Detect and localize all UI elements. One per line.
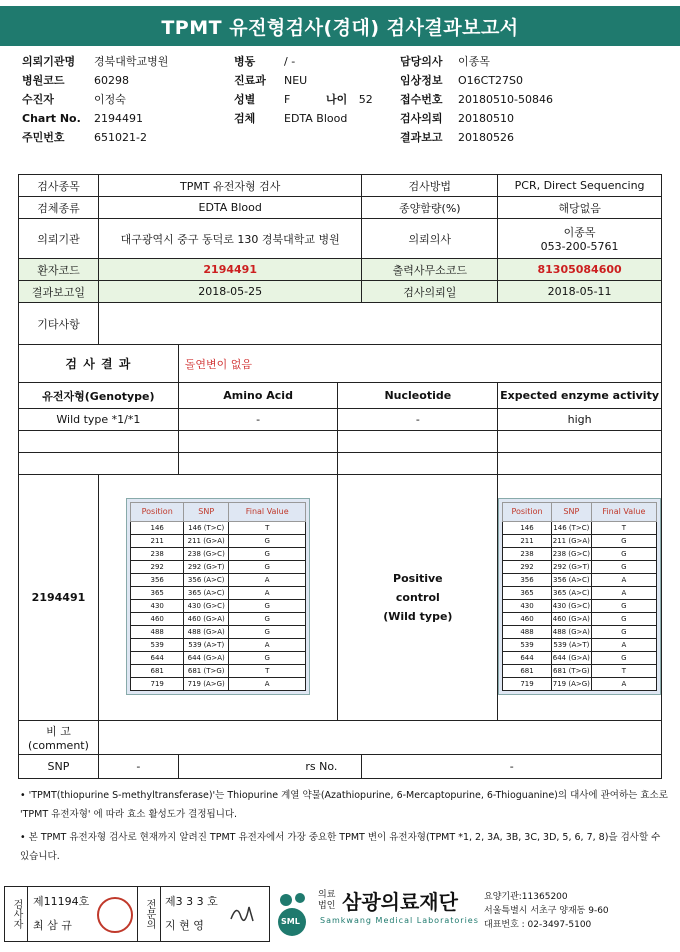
header-field-value: F bbox=[284, 93, 291, 106]
snp-row bbox=[131, 521, 306, 534]
doctor-value bbox=[498, 219, 662, 259]
bullet-icon: • bbox=[20, 832, 29, 843]
header-field bbox=[400, 109, 553, 128]
snp-row bbox=[131, 677, 306, 690]
genotype-value: Wild type *1/*1 bbox=[19, 409, 179, 431]
institution-value: 대구광역시 중구 동덕로 130 경북대학교 병원 bbox=[98, 219, 361, 259]
snp-cell-snp: 430 (G>C) bbox=[184, 599, 229, 612]
other-label: 기타사항 bbox=[19, 303, 99, 345]
control-line2: control bbox=[395, 591, 440, 604]
header-field-value: 2194491 bbox=[94, 112, 143, 125]
snp-row bbox=[503, 521, 657, 534]
snp-cell-val: A bbox=[591, 573, 656, 586]
snp-cell-snp: 460 (G>A) bbox=[184, 612, 229, 625]
age-value: 52 bbox=[358, 93, 373, 106]
header-field-value: 이정숙 bbox=[94, 93, 126, 106]
header-field-value: / - bbox=[284, 55, 296, 68]
snp-cell-pos: 356 bbox=[131, 573, 184, 586]
result-label: 검 사 결 과 bbox=[19, 345, 179, 383]
snp-cell-pos: 719 bbox=[503, 677, 552, 690]
office-code-label: 출력사무소코드 bbox=[362, 259, 498, 281]
snp-cell-val: T bbox=[229, 521, 306, 534]
snp-cell-snp: 539 (A>T) bbox=[551, 638, 591, 651]
snp-row bbox=[503, 547, 657, 560]
snp-cell-snp: 356 (A>C) bbox=[551, 573, 591, 586]
empty-cell bbox=[19, 453, 179, 475]
snp-cell-snp: 365 (A>C) bbox=[551, 586, 591, 599]
sml-logo-text: SML bbox=[281, 917, 300, 926]
specialist-label: 전문의 bbox=[137, 887, 161, 941]
snp-cell-pos: 681 bbox=[131, 664, 184, 677]
header-field bbox=[22, 109, 168, 128]
rs-dash: - bbox=[362, 755, 662, 779]
snp-cell-val: G bbox=[591, 599, 656, 612]
header-field-label: Chart No. bbox=[22, 112, 81, 125]
header-field-label: 결과보고 bbox=[400, 131, 443, 144]
snp-cell-pos: 430 bbox=[131, 599, 184, 612]
result-value: 돌연변이 없음 bbox=[178, 345, 661, 383]
snp-row bbox=[503, 586, 657, 599]
snp-cell-pos: 488 bbox=[503, 625, 552, 638]
snp-cell-snp: 238 (G>C) bbox=[551, 547, 591, 560]
snp-row bbox=[503, 677, 657, 690]
snp-cell-pos: 488 bbox=[131, 625, 184, 638]
request-date-value: 2018-05-11 bbox=[498, 281, 662, 303]
snp-cell-pos: 644 bbox=[503, 651, 552, 664]
remark-label-line1: 비 고 bbox=[46, 725, 71, 738]
age-block bbox=[326, 90, 373, 109]
snp-row bbox=[131, 560, 306, 573]
snp-cell-snp: 460 (G>A) bbox=[551, 612, 591, 625]
snp-row bbox=[131, 573, 306, 586]
header-field-value: 651021-2 bbox=[94, 131, 147, 144]
header-field bbox=[400, 71, 553, 90]
header-field-label: 병원코드 bbox=[22, 74, 65, 87]
snp-cell-snp: 644 (G>A) bbox=[184, 651, 229, 664]
header-field-value: NEU bbox=[284, 74, 308, 87]
snp-cell-snp: 292 (G>T) bbox=[551, 560, 591, 573]
snp-header-final: Final Value bbox=[591, 502, 656, 521]
snp-row bbox=[503, 664, 657, 677]
snp-cell-pos: 719 bbox=[131, 677, 184, 690]
snp-cell-snp: 211 (G>A) bbox=[551, 534, 591, 547]
snp-cell-snp: 146 (T>C) bbox=[184, 521, 229, 534]
control-snp-table bbox=[502, 502, 657, 691]
empty-cell bbox=[19, 431, 179, 453]
snp-cell-pos: 460 bbox=[503, 612, 552, 625]
method-label: 검사방법 bbox=[362, 175, 498, 197]
snp-cell-pos: 146 bbox=[503, 521, 552, 534]
header-field-value: 20180510 bbox=[458, 112, 514, 125]
snp-cell-val: A bbox=[229, 677, 306, 690]
remark-value bbox=[98, 721, 661, 755]
snp-cell-val: G bbox=[591, 625, 656, 638]
snp-header-position: Position bbox=[503, 502, 552, 521]
report-date-value: 2018-05-25 bbox=[98, 281, 361, 303]
doctor-label: 의뢰의사 bbox=[362, 219, 498, 259]
col-amino: Amino Acid bbox=[178, 383, 338, 409]
specialist-no: 제3 3 3 호 bbox=[165, 895, 218, 908]
snp-cell-pos: 211 bbox=[503, 534, 552, 547]
signature-icon bbox=[227, 901, 257, 927]
snp-cell-val: G bbox=[229, 625, 306, 638]
snp-cell-val: T bbox=[591, 664, 656, 677]
snp-row bbox=[503, 573, 657, 586]
examiner-name: 최 삼 규 bbox=[33, 919, 72, 932]
header-field bbox=[400, 128, 553, 147]
snp-cell-pos: 365 bbox=[503, 586, 552, 599]
doctor-phone: 053-200-5761 bbox=[540, 240, 619, 253]
specimen-value: EDTA Blood bbox=[98, 197, 361, 219]
col-genotype: 유전자형(Genotype) bbox=[19, 383, 179, 409]
snp-cell-val: G bbox=[229, 560, 306, 573]
office-code-value: 81305084600 bbox=[498, 259, 662, 281]
header-field bbox=[22, 52, 168, 71]
snp-cell-pos: 681 bbox=[503, 664, 552, 677]
patient-code-label: 환자코드 bbox=[19, 259, 99, 281]
header-field-value: 이종목 bbox=[458, 55, 490, 68]
doctor-name: 이종목 bbox=[563, 226, 596, 239]
footnote-2-text: 본 TPMT 유전자형 검사로 현재까지 알려진 TPMT 유전자에서 가장 중요한 TPMT 변이 유전자형(TPMT *1, 2, 3A, 3B, 3C, 3D, 5, 6, 7, 8)을 검사할 수 있습니다. bbox=[20, 832, 661, 862]
snp-cell-snp: 488 (G>A) bbox=[184, 625, 229, 638]
snp-dash: - bbox=[98, 755, 178, 779]
snp-cell-pos: 146 bbox=[131, 521, 184, 534]
snp-cell-val: G bbox=[229, 547, 306, 560]
org-address: 서울특별시 서초구 양재동 9-60 bbox=[484, 906, 609, 916]
request-date-label: 검사의뢰일 bbox=[362, 281, 498, 303]
snp-cell-pos: 292 bbox=[503, 560, 552, 573]
snp-cell-val: G bbox=[229, 612, 306, 625]
header-field-label: 병동 bbox=[234, 55, 256, 68]
snp-cell-val: G bbox=[229, 534, 306, 547]
snp-cell-pos: 460 bbox=[131, 612, 184, 625]
control-line3: (Wild type) bbox=[383, 610, 453, 623]
snp-cell-val: G bbox=[229, 599, 306, 612]
sample-snp-table bbox=[130, 502, 306, 691]
org-phone: 대표번호 : 02-3497-5100 bbox=[484, 920, 592, 930]
sml-logo bbox=[272, 888, 312, 938]
institution-label: 의뢰기관 bbox=[19, 219, 99, 259]
empty-cell bbox=[178, 431, 338, 453]
specimen-label: 검체종류 bbox=[19, 197, 99, 219]
header-field bbox=[22, 90, 168, 109]
footnote-1 bbox=[20, 786, 670, 824]
sml-logo-icon bbox=[272, 888, 312, 938]
header-field-label: 검체 bbox=[234, 112, 256, 125]
header-field-label: 진료과 bbox=[234, 74, 266, 87]
snp-row bbox=[131, 651, 306, 664]
snp-cell-pos: 539 bbox=[131, 638, 184, 651]
snp-cell-pos: 238 bbox=[131, 547, 184, 560]
footnote-1-text: 'TPMT(thiopurine S-methyltransferase)'는 Thiopurine 계열 약물(Azathiopurine, 6-Mercaptopurine, 6-Thioguanine)의 대사에 관여하는 효소로 'TPMT 유전자형' 에 따라 효소 활성도가 결정됩니다. bbox=[20, 790, 668, 820]
other-value bbox=[98, 303, 661, 345]
snp-cell-val: A bbox=[229, 638, 306, 651]
header-field-label: 수진자 bbox=[22, 93, 54, 106]
header-field bbox=[22, 128, 168, 147]
specialist-name: 지 현 영 bbox=[165, 919, 204, 932]
snp-cell-snp: 238 (G>C) bbox=[184, 547, 229, 560]
org-contact bbox=[484, 890, 609, 932]
control-line1: Positive bbox=[393, 572, 443, 585]
seal-icon bbox=[97, 897, 133, 933]
age-label: 나이 bbox=[326, 93, 348, 106]
snp-row bbox=[503, 534, 657, 547]
snp-cell-snp: 365 (A>C) bbox=[184, 586, 229, 599]
snp-row bbox=[131, 612, 306, 625]
header-field-label: 담당의사 bbox=[400, 55, 443, 68]
snp-cell-val: A bbox=[591, 586, 656, 599]
control-snp-frame bbox=[498, 498, 661, 695]
snp-cell-pos: 292 bbox=[131, 560, 184, 573]
snp-row bbox=[503, 599, 657, 612]
header-col3 bbox=[400, 52, 553, 147]
sample-id: 2194491 bbox=[19, 475, 99, 721]
empty-cell bbox=[338, 453, 498, 475]
snp-cell-pos: 356 bbox=[503, 573, 552, 586]
snp-row bbox=[131, 534, 306, 547]
snp-cell-val: G bbox=[591, 612, 656, 625]
snp-cell-snp: 719 (A>G) bbox=[551, 677, 591, 690]
snp-cell-val: A bbox=[591, 677, 656, 690]
header-field-label: 주민번호 bbox=[22, 131, 65, 144]
snp-cell-val: T bbox=[229, 664, 306, 677]
header-col1 bbox=[22, 52, 168, 147]
snp-row bbox=[131, 664, 306, 677]
snp-cell-snp: 292 (G>T) bbox=[184, 560, 229, 573]
header-field-label: 접수번호 bbox=[400, 93, 443, 106]
empty-cell bbox=[178, 453, 338, 475]
snp-cell-val: T bbox=[591, 521, 656, 534]
snp-cell-pos: 539 bbox=[503, 638, 552, 651]
header-field bbox=[234, 52, 347, 71]
org-name: 삼광의료재단 bbox=[342, 890, 458, 914]
snp-cell-val: G bbox=[591, 560, 656, 573]
snp-cell-val: A bbox=[229, 586, 306, 599]
header-field-value: EDTA Blood bbox=[284, 112, 348, 125]
bullet-icon: • bbox=[20, 790, 29, 801]
col-nucleotide: Nucleotide bbox=[338, 383, 498, 409]
report-table bbox=[18, 174, 662, 779]
header-field-value: 경북대학교병원 bbox=[94, 55, 169, 68]
org-prefix bbox=[318, 890, 335, 912]
snp-cell-val: G bbox=[229, 651, 306, 664]
snp-row bbox=[131, 625, 306, 638]
snp-row bbox=[131, 599, 306, 612]
volume-label: 종양함량(%) bbox=[362, 197, 498, 219]
remark-label-line2: (comment) bbox=[28, 739, 89, 752]
snp-cell-snp: 681 (T>G) bbox=[551, 664, 591, 677]
examiner-no: 제11194호 bbox=[33, 895, 90, 908]
snp-cell-snp: 356 (A>C) bbox=[184, 573, 229, 586]
header-field-label: 의뢰기관명 bbox=[22, 55, 76, 68]
header-field-label: 임상정보 bbox=[400, 74, 443, 87]
snp-row bbox=[131, 547, 306, 560]
snp-row bbox=[503, 625, 657, 638]
header-field bbox=[400, 52, 553, 71]
header-field-value: 20180526 bbox=[458, 131, 514, 144]
snp-header-snp: SNP bbox=[184, 502, 229, 521]
remark-label bbox=[19, 721, 99, 755]
org-english: Samkwang Medical Laboratories bbox=[320, 916, 479, 925]
snp-cell-val: G bbox=[591, 547, 656, 560]
snp-cell-snp: 488 (G>A) bbox=[551, 625, 591, 638]
snp-row bbox=[503, 651, 657, 664]
snp-cell-snp: 430 (G>C) bbox=[551, 599, 591, 612]
method-value: PCR, Direct Sequencing bbox=[498, 175, 662, 197]
snp-cell-pos: 430 bbox=[503, 599, 552, 612]
snp-cell-snp: 211 (G>A) bbox=[184, 534, 229, 547]
snp-cell-val: G bbox=[591, 534, 656, 547]
snp-cell-snp: 719 (A>G) bbox=[184, 677, 229, 690]
header-field bbox=[234, 71, 347, 90]
snp-cell-pos: 365 bbox=[131, 586, 184, 599]
snp-row bbox=[131, 638, 306, 651]
activity-value: high bbox=[498, 409, 662, 431]
empty-cell bbox=[338, 431, 498, 453]
snp-cell-pos: 238 bbox=[503, 547, 552, 560]
header-field-label: 검사의뢰 bbox=[400, 112, 443, 125]
header-field bbox=[400, 90, 553, 109]
report-date-label: 결과보고일 bbox=[19, 281, 99, 303]
empty-cell bbox=[498, 453, 662, 475]
snp-row bbox=[503, 560, 657, 573]
header-field bbox=[234, 109, 347, 128]
snp-label: SNP bbox=[19, 755, 99, 779]
header-field-value: 20180510-50846 bbox=[458, 93, 553, 106]
org-prefix2: 법인 bbox=[318, 901, 336, 911]
amino-value: - bbox=[178, 409, 338, 431]
snp-cell-snp: 539 (A>T) bbox=[184, 638, 229, 651]
report-title: TPMT 유전형검사(경대) 검사결과보고서 bbox=[0, 6, 680, 46]
snp-header-position: Position bbox=[131, 502, 184, 521]
sample-snp-frame bbox=[126, 498, 310, 695]
snp-row bbox=[503, 638, 657, 651]
header-field bbox=[22, 71, 168, 90]
org-prefix1: 의료 bbox=[318, 890, 336, 900]
header-field-value: O16CT27S0 bbox=[458, 74, 524, 87]
control-snp-panel bbox=[498, 475, 662, 721]
org-code: 요양기관:11365200 bbox=[484, 892, 568, 902]
snp-cell-snp: 644 (G>A) bbox=[551, 651, 591, 664]
snp-cell-pos: 644 bbox=[131, 651, 184, 664]
nucleotide-value: - bbox=[338, 409, 498, 431]
snp-cell-snp: 146 (T>C) bbox=[551, 521, 591, 534]
col-activity: Expected enzyme activity bbox=[498, 383, 662, 409]
snp-header-final: Final Value bbox=[229, 502, 306, 521]
footnote-2 bbox=[20, 828, 670, 866]
snp-cell-val: G bbox=[591, 651, 656, 664]
patient-code-value: 2194491 bbox=[98, 259, 361, 281]
header-field-value: 60298 bbox=[94, 74, 129, 87]
test-type-label: 검사종목 bbox=[19, 175, 99, 197]
snp-cell-snp: 681 (T>G) bbox=[184, 664, 229, 677]
signature-box bbox=[4, 886, 270, 942]
empty-cell bbox=[498, 431, 662, 453]
header-field-label: 성별 bbox=[234, 93, 256, 106]
test-type-value: TPMT 유전자형 검사 bbox=[98, 175, 361, 197]
snp-cell-val: A bbox=[591, 638, 656, 651]
snp-row bbox=[131, 586, 306, 599]
control-label bbox=[338, 475, 498, 721]
rs-label: rs No. bbox=[178, 755, 362, 779]
examiner-label: 검사자 bbox=[5, 887, 28, 941]
snp-row bbox=[503, 612, 657, 625]
snp-cell-val: A bbox=[229, 573, 306, 586]
snp-header-snp: SNP bbox=[551, 502, 591, 521]
sample-snp-panel bbox=[98, 475, 338, 721]
volume-value: 해당없음 bbox=[498, 197, 662, 219]
snp-cell-pos: 211 bbox=[131, 534, 184, 547]
